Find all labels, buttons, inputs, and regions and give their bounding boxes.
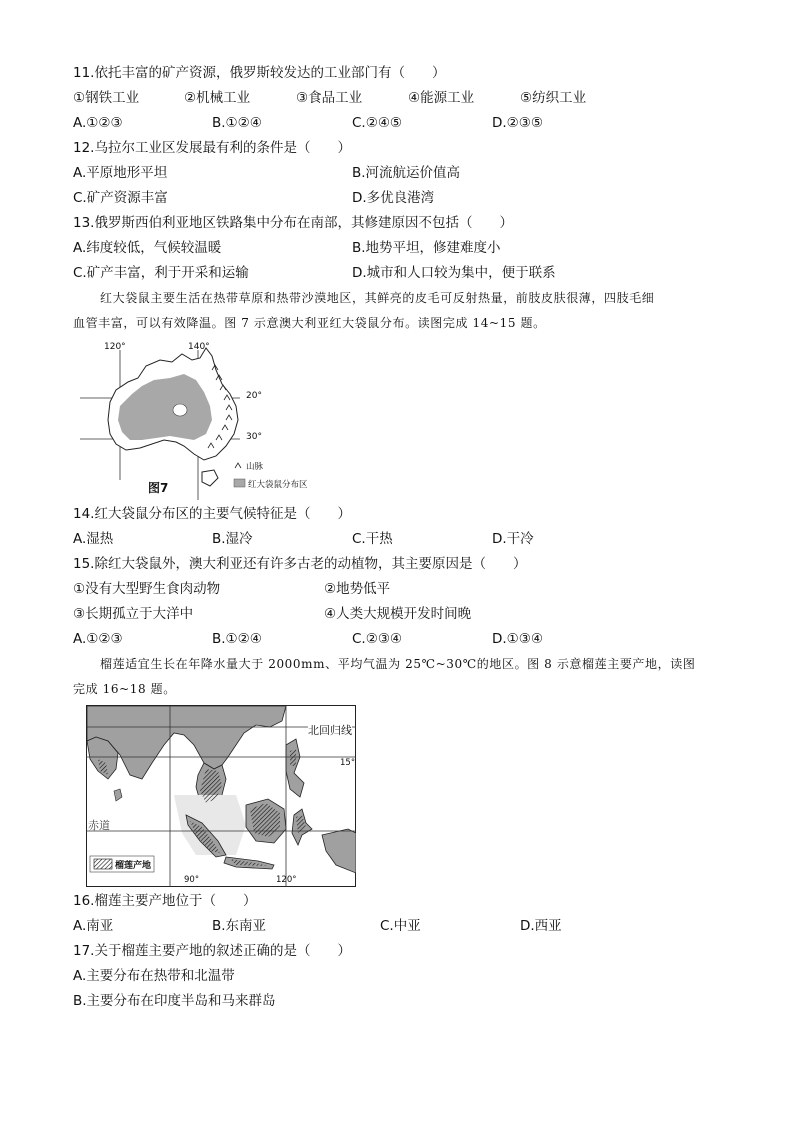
q13-choice-c[interactable]: C.矿产丰富，利于开采和运输 [73, 265, 249, 281]
fig7-lon-120: 120° [104, 342, 126, 352]
fig7-lon-140: 140° [188, 342, 210, 352]
fig7-lat-30: 30° [246, 432, 262, 442]
q11-choice-a[interactable]: A.①②③ [73, 115, 123, 131]
q15-item-4: ④人类大规模开发时间晚 [324, 606, 472, 622]
q13-choice-b[interactable]: B.地势平坦，修建难度小 [352, 240, 501, 256]
q11-item-1: ①钢铁工业 [73, 90, 140, 106]
mountain-legend-icon [235, 463, 241, 468]
fig7-legend-range: 红大袋鼠分布区 [248, 480, 308, 490]
q12-choice-b[interactable]: B.河流航运价值高 [352, 165, 461, 181]
fig8-lat-15: 15° [340, 758, 356, 768]
q13-choice-a[interactable]: A.纬度较低，气候较温暖 [73, 240, 222, 256]
q11-choice-d[interactable]: D.②③⑤ [492, 115, 543, 131]
fig8-tropic-label: 北回归线 [308, 724, 352, 737]
question-16-stem: 16.榴莲主要产地位于（ ） [73, 893, 257, 909]
question-15-stem: 15.除红大袋鼠外，澳大利亚还有许多古老的动植物，其主要原因是（ ） [73, 556, 527, 572]
q14-choice-b[interactable]: B.湿冷 [212, 531, 253, 547]
passage-durian-line-2: 完成 16~18 题。 [73, 682, 176, 696]
range-legend-swatch [234, 479, 245, 487]
fig8-equator-label: 赤道 [88, 819, 110, 832]
q15-choice-d[interactable]: D.①③④ [492, 631, 543, 647]
q12-choice-d[interactable]: D.多优良港湾 [352, 190, 435, 206]
q11-item-5: ⑤纺织工业 [520, 90, 587, 106]
q11-choice-c[interactable]: C.②④⑤ [352, 115, 403, 131]
q14-choice-c[interactable]: C.干热 [352, 531, 393, 547]
passage-durian-line-1: 榴莲适宜生长在年降水量大于 2000mm、平均气温为 25℃~30℃的地区。图 8 示意榴莲主要产地，读图 [100, 657, 696, 671]
figure-7-australia-map [80, 340, 325, 500]
q14-choice-a[interactable]: A.湿热 [73, 531, 114, 547]
fig7-title: 图7 [148, 481, 169, 495]
q15-item-2: ②地势低平 [324, 581, 391, 597]
q16-choice-c[interactable]: C.中亚 [380, 918, 421, 934]
passage-kangaroo-line-2: 血管丰富，可以有效降温。图 7 示意澳大利亚红大袋鼠分布。读图完成 14~15 题。 [73, 316, 546, 330]
q11-item-3: ③食品工业 [296, 90, 363, 106]
q16-choice-a[interactable]: A.南亚 [73, 918, 114, 934]
durian-legend-swatch [94, 859, 112, 869]
q17-choice-b[interactable]: B.主要分布在印度半岛和马来群岛 [73, 993, 276, 1009]
q17-choice-a[interactable]: A.主要分布在热带和北温带 [73, 968, 235, 984]
fig8-lon-120: 120° [276, 875, 297, 885]
q11-choice-b[interactable]: B.①②④ [212, 115, 262, 131]
q13-choice-d[interactable]: D.城市和人口较为集中，便于联系 [352, 265, 556, 281]
fig7-legend-mountain: 山脉 [246, 462, 264, 472]
question-13-stem: 13.俄罗斯西伯利亚地区铁路集中分布在南部，其修建原因不包括（ ） [73, 215, 513, 231]
q11-item-2: ②机械工业 [184, 90, 251, 106]
q11-item-4: ④能源工业 [408, 90, 475, 106]
q15-item-1: ①没有大型野生食肉动物 [73, 581, 221, 597]
q12-choice-c[interactable]: C.矿产资源丰富 [73, 190, 168, 206]
q12-choice-a[interactable]: A.平原地形平坦 [73, 165, 168, 181]
q16-choice-b[interactable]: B.东南亚 [212, 918, 267, 934]
q15-choice-c[interactable]: C.②③④ [352, 631, 403, 647]
passage-kangaroo-line-1: 红大袋鼠主要生活在热带草原和热带沙漠地区，其鲜亮的皮毛可反射热量，前肢皮肤很薄，四肢毛细 [100, 291, 655, 305]
q15-choice-a[interactable]: A.①②③ [73, 631, 123, 647]
question-14-stem: 14.红大袋鼠分布区的主要气候特征是（ ） [73, 506, 351, 522]
question-12-stem: 12.乌拉尔工业区发展最有利的条件是（ ） [73, 140, 351, 156]
q14-choice-d[interactable]: D.干冷 [492, 531, 534, 547]
question-11-stem: 11.依托丰富的矿产资源，俄罗斯较发达的工业部门有（ ） [73, 65, 446, 81]
q16-choice-d[interactable]: D.西亚 [520, 918, 562, 934]
q15-item-3: ③长期孤立于大洋中 [73, 606, 194, 622]
figure-8-southeast-asia-map [86, 705, 356, 887]
fig7-lat-20: 20° [246, 391, 262, 401]
fig8-lon-90: 90° [184, 875, 200, 885]
q15-choice-b[interactable]: B.①②④ [212, 631, 262, 647]
question-17-stem: 17.关于榴莲主要产地的叙述正确的是（ ） [73, 943, 351, 959]
fig8-legend-label: 榴莲产地 [115, 861, 152, 871]
